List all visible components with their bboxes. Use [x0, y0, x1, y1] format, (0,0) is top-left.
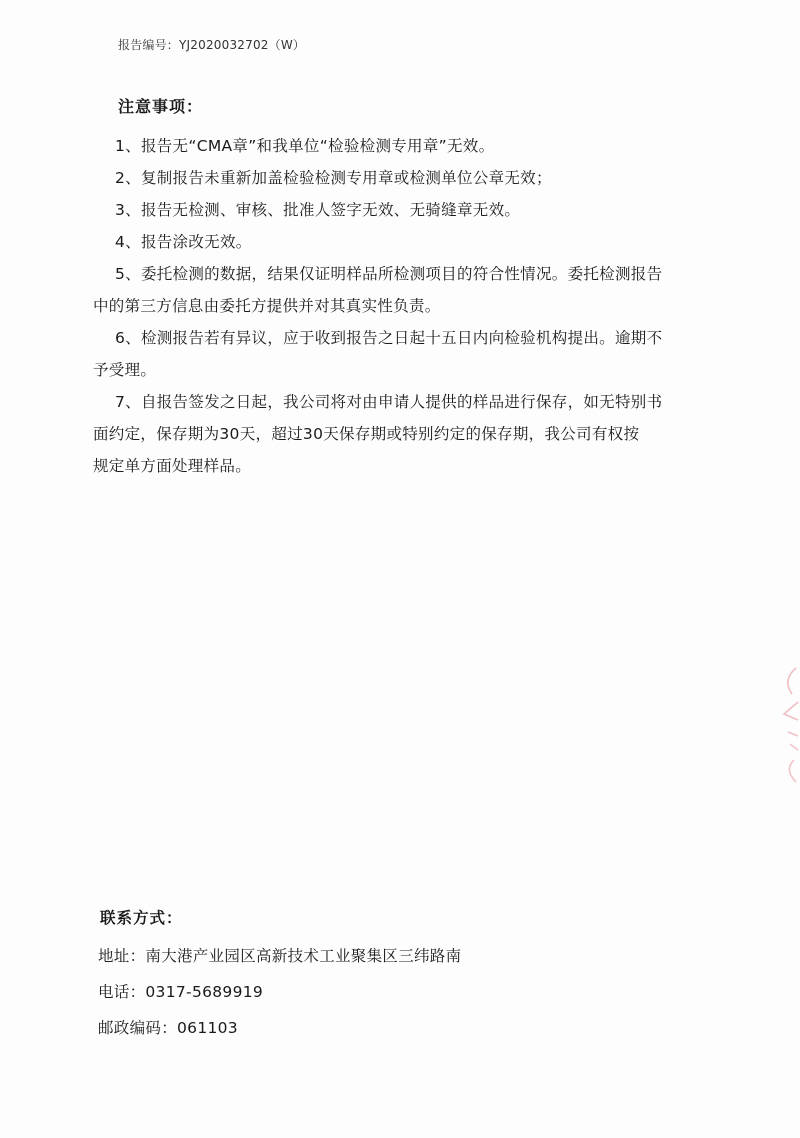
- note-item-6: [93, 322, 695, 386]
- note-text: 5、委托检测的数据，结果仅证明样品所检测项目的符合性情况。委托检测报告: [115, 265, 663, 283]
- note-text: 7、自报告签发之日起，我公司将对由申请人提供的样品进行保存，如无特别书: [115, 393, 663, 411]
- note-item-3: [115, 194, 695, 226]
- note-text: 4、报告涂改无效。: [115, 233, 252, 251]
- note-item-1: [115, 130, 695, 162]
- note-text: 2、复制报告未重新加盖检验检测专用章或检测单位公章无效；: [115, 169, 552, 187]
- note-text-continued: 面约定，保存期为30天，超过30天保存期或特别约定的保存期，我公司有权按: [93, 425, 640, 443]
- note-text-continued: 予受理。: [93, 361, 157, 379]
- contact-phone: 电话：0317-5689919: [98, 983, 264, 1001]
- note-item-2: [115, 162, 695, 194]
- seal-fragment-icon: [774, 660, 800, 790]
- contact-address: 地址：南大港产业园区高新技术工业聚集区三纬路南: [98, 947, 462, 965]
- note-text: 6、检测报告若有异议，应于收到报告之日起十五日内向检验机构提出。逾期不: [115, 329, 663, 347]
- note-text-continued: 中的第三方信息由委托方提供并对其真实性负责。: [93, 297, 441, 315]
- report-number: 报告编号：YJ2020032702（W）: [118, 38, 306, 52]
- note-text-continued: 规定单方面处理样品。: [93, 457, 252, 475]
- note-item-5: [93, 258, 695, 322]
- notes-title: 注意事项：: [118, 97, 204, 116]
- note-item-4: [115, 226, 695, 258]
- note-text: 3、报告无检测、审核、批准人签字无效、无骑缝章无效。: [115, 201, 521, 219]
- notes-list: [93, 130, 695, 482]
- contact-title: 联系方式：: [100, 909, 183, 927]
- note-item-7: [93, 386, 695, 482]
- note-text: 1、报告无“CMA章”和我单位“检验检测专用章”无效。: [115, 137, 495, 155]
- contact-postcode: 邮政编码：061103: [98, 1019, 238, 1037]
